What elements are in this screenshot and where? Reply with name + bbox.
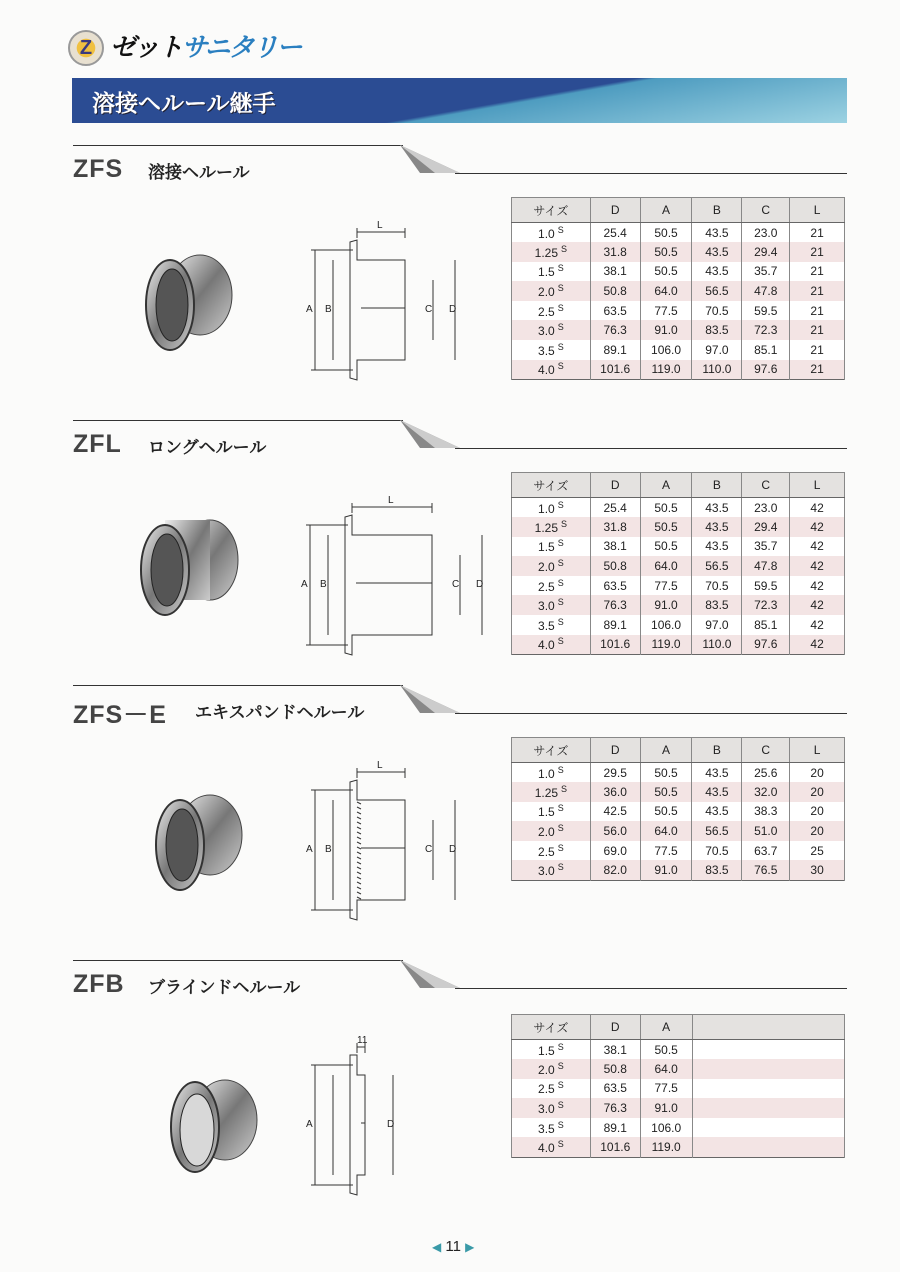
- table-row: [512, 340, 845, 360]
- value-cell: 64.0: [640, 821, 692, 841]
- brand-logo: [68, 28, 368, 70]
- column-header: C: [742, 473, 790, 498]
- value-cell: 70.5: [692, 841, 742, 861]
- table-row: [512, 262, 845, 282]
- value-cell: 63.5: [590, 576, 640, 596]
- dim-label-l: L: [388, 495, 394, 506]
- value-cell: 63.5: [590, 1079, 640, 1099]
- value-cell: 42: [790, 595, 845, 615]
- size-cell: 3.0 $^S$: [512, 595, 591, 615]
- logo-wordmark: ゼットサニタリー: [110, 33, 301, 63]
- value-cell: 83.5: [692, 595, 742, 615]
- value-cell: 91.0: [640, 860, 692, 880]
- value-cell: 50.8: [590, 556, 640, 576]
- size-cell: 3.5 $^S$: [512, 340, 591, 360]
- value-cell: 106.0: [640, 1118, 692, 1138]
- column-header: B: [692, 738, 742, 763]
- value-cell: 69.0: [590, 841, 640, 861]
- column-header: B: [692, 473, 742, 498]
- size-cell: 1.5 $^S$: [512, 537, 591, 557]
- table-row: [512, 537, 845, 557]
- table-row: [512, 301, 845, 321]
- value-cell: 42: [790, 615, 845, 635]
- value-cell: 42: [790, 517, 845, 537]
- section-rule: [73, 960, 403, 961]
- value-cell: 38.3: [742, 802, 790, 822]
- dim-label-d: D: [449, 844, 457, 855]
- value-cell: 106.0: [640, 340, 692, 360]
- value-cell: 35.7: [742, 537, 790, 557]
- value-cell: 20: [790, 763, 845, 783]
- size-cell: 3.0 $^S$: [512, 1098, 591, 1118]
- section-rule: [455, 713, 847, 714]
- dim-label-l: 11: [357, 1035, 368, 1046]
- column-header: サイズ: [512, 473, 591, 498]
- value-cell: 64.0: [640, 1059, 692, 1079]
- size-cell: 1.25 $^S$: [512, 517, 591, 537]
- value-cell: 25.4: [590, 223, 640, 243]
- size-cell: 1.5 $^S$: [512, 802, 591, 822]
- value-cell: 110.0: [692, 360, 742, 380]
- dim-label-b: B: [325, 304, 332, 315]
- section-rule: [455, 173, 847, 174]
- value-cell: 36.0: [590, 782, 640, 802]
- value-cell: 42: [790, 576, 845, 596]
- value-cell: 43.5: [692, 782, 742, 802]
- value-cell: 101.6: [590, 360, 640, 380]
- value-cell: 23.0: [742, 498, 790, 518]
- value-cell: 119.0: [640, 360, 692, 380]
- column-header: C: [742, 738, 790, 763]
- next-arrow-icon: ▶: [465, 1240, 475, 1254]
- size-cell: 1.0 $^S$: [512, 223, 591, 243]
- column-header: A: [640, 1015, 692, 1040]
- column-header: D: [590, 1015, 640, 1040]
- value-cell: 82.0: [590, 860, 640, 880]
- logo-mark: Z: [68, 30, 104, 66]
- size-cell: 1.25 $^S$: [512, 242, 591, 262]
- dim-label-l: L: [377, 220, 383, 231]
- table-row: [512, 242, 845, 262]
- value-cell: 20: [790, 782, 845, 802]
- column-header: D: [590, 198, 640, 223]
- dimension-table: [511, 1014, 845, 1158]
- empty-cell: [692, 1079, 844, 1099]
- value-cell: 59.5: [742, 301, 790, 321]
- value-cell: 43.5: [692, 498, 742, 518]
- table-row: [512, 802, 845, 822]
- value-cell: 77.5: [640, 301, 692, 321]
- table-row: [512, 498, 845, 518]
- table-row: [512, 841, 845, 861]
- size-cell: 2.5 $^S$: [512, 1079, 591, 1099]
- table-row: [512, 821, 845, 841]
- dim-label-d: D: [476, 579, 484, 590]
- dim-label-c: C: [425, 304, 433, 315]
- value-cell: 97.6: [742, 360, 790, 380]
- dimension-table: [511, 737, 845, 881]
- value-cell: 70.5: [692, 301, 742, 321]
- value-cell: 42: [790, 635, 845, 655]
- fitting-photo: [150, 790, 260, 900]
- table-row: [512, 1098, 845, 1118]
- table-header-row: [512, 1015, 845, 1040]
- value-cell: 101.6: [590, 1137, 640, 1157]
- value-cell: 42: [790, 537, 845, 557]
- value-cell: 20: [790, 821, 845, 841]
- value-cell: 56.5: [692, 281, 742, 301]
- value-cell: 77.5: [640, 576, 692, 596]
- column-header: B: [692, 198, 742, 223]
- size-cell: 2.5 $^S$: [512, 841, 591, 861]
- size-cell: 3.5 $^S$: [512, 615, 591, 635]
- size-cell: 1.25 $^S$: [512, 782, 591, 802]
- value-cell: 21: [790, 281, 845, 301]
- size-cell: 2.0 $^S$: [512, 281, 591, 301]
- dimension-drawing: [305, 220, 505, 390]
- table-row: [512, 782, 845, 802]
- value-cell: 50.5: [640, 242, 692, 262]
- product-code: ZFS－E: [73, 701, 167, 729]
- table-row: [512, 360, 845, 380]
- section-rule: [455, 448, 847, 449]
- value-cell: 50.5: [640, 223, 692, 243]
- fitting-photo: [140, 250, 250, 360]
- dim-label-l: L: [377, 760, 383, 771]
- section-rule: [455, 988, 847, 989]
- value-cell: 50.5: [640, 517, 692, 537]
- value-cell: 31.8: [590, 517, 640, 537]
- value-cell: 56.5: [692, 556, 742, 576]
- value-cell: 50.5: [640, 763, 692, 783]
- empty-cell: [692, 1040, 844, 1060]
- value-cell: 43.5: [692, 763, 742, 783]
- value-cell: 72.3: [742, 320, 790, 340]
- value-cell: 25.4: [590, 498, 640, 518]
- value-cell: 83.5: [692, 320, 742, 340]
- column-header: A: [640, 738, 692, 763]
- product-name: エキスパンドヘルール: [195, 703, 365, 723]
- value-cell: 43.5: [692, 262, 742, 282]
- value-cell: 42: [790, 498, 845, 518]
- value-cell: 43.5: [692, 537, 742, 557]
- value-cell: 50.5: [640, 262, 692, 282]
- value-cell: 63.5: [590, 301, 640, 321]
- table-row: [512, 1118, 845, 1138]
- value-cell: 21: [790, 301, 845, 321]
- value-cell: 25.6: [742, 763, 790, 783]
- dimension-drawing: [300, 495, 500, 665]
- table-row: [512, 1137, 845, 1157]
- size-cell: 3.5 $^S$: [512, 1118, 591, 1138]
- section-rule: [73, 420, 403, 421]
- value-cell: 63.7: [742, 841, 790, 861]
- value-cell: 50.5: [640, 498, 692, 518]
- table-row: [512, 1059, 845, 1079]
- value-cell: 29.5: [590, 763, 640, 783]
- table-row: [512, 615, 845, 635]
- table-row: [512, 517, 845, 537]
- size-cell: 4.0 $^S$: [512, 635, 591, 655]
- column-header: サイズ: [512, 738, 591, 763]
- value-cell: 64.0: [640, 281, 692, 301]
- value-cell: 30: [790, 860, 845, 880]
- value-cell: 50.5: [640, 537, 692, 557]
- value-cell: 38.1: [590, 537, 640, 557]
- dim-label-b: B: [325, 844, 332, 855]
- section-wedge-icon: [400, 145, 460, 175]
- value-cell: 91.0: [640, 595, 692, 615]
- value-cell: 43.5: [692, 802, 742, 822]
- page-banner: [72, 78, 847, 123]
- value-cell: 77.5: [640, 1079, 692, 1099]
- table-row: [512, 1079, 845, 1099]
- table-row: [512, 635, 845, 655]
- dim-label-c: C: [452, 579, 460, 590]
- fitting-photo: [135, 515, 245, 625]
- table-row: [512, 595, 845, 615]
- value-cell: 56.5: [692, 821, 742, 841]
- dim-label-d: D: [387, 1119, 395, 1130]
- value-cell: 50.5: [640, 1040, 692, 1060]
- value-cell: 32.0: [742, 782, 790, 802]
- size-cell: 2.0 $^S$: [512, 1059, 591, 1079]
- value-cell: 89.1: [590, 615, 640, 635]
- size-cell: 1.5 $^S$: [512, 262, 591, 282]
- value-cell: 42.5: [590, 802, 640, 822]
- value-cell: 21: [790, 360, 845, 380]
- table-header-row: [512, 198, 845, 223]
- column-header: D: [590, 738, 640, 763]
- value-cell: 21: [790, 262, 845, 282]
- empty-cell: [692, 1137, 844, 1157]
- size-cell: 1.0 $^S$: [512, 763, 591, 783]
- value-cell: 50.8: [590, 1059, 640, 1079]
- value-cell: 29.4: [742, 242, 790, 262]
- page-number: ◀ 11 ▶: [432, 1238, 475, 1255]
- value-cell: 25: [790, 841, 845, 861]
- dim-label-a: A: [306, 1119, 313, 1130]
- value-cell: 21: [790, 223, 845, 243]
- value-cell: 23.0: [742, 223, 790, 243]
- dim-label-a: A: [306, 844, 313, 855]
- empty-cell: [692, 1098, 844, 1118]
- value-cell: 97.6: [742, 635, 790, 655]
- product-code: ZFL: [73, 430, 122, 458]
- dim-label-a: A: [306, 304, 313, 315]
- value-cell: 76.5: [742, 860, 790, 880]
- value-cell: 43.5: [692, 517, 742, 537]
- value-cell: 97.0: [692, 615, 742, 635]
- value-cell: 21: [790, 340, 845, 360]
- size-cell: 2.5 $^S$: [512, 301, 591, 321]
- value-cell: 43.5: [692, 223, 742, 243]
- size-cell: 1.5 $^S$: [512, 1040, 591, 1060]
- size-cell: 2.0 $^S$: [512, 821, 591, 841]
- column-header: A: [640, 198, 692, 223]
- value-cell: 83.5: [692, 860, 742, 880]
- fitting-photo: [165, 1075, 275, 1185]
- value-cell: 29.4: [742, 517, 790, 537]
- table-row: [512, 576, 845, 596]
- value-cell: 51.0: [742, 821, 790, 841]
- column-header: A: [640, 473, 692, 498]
- dimension-drawing: [305, 760, 505, 930]
- page-title: 溶接ヘルール継手: [92, 91, 276, 117]
- value-cell: 47.8: [742, 556, 790, 576]
- value-cell: 42: [790, 556, 845, 576]
- value-cell: 70.5: [692, 576, 742, 596]
- column-header: L: [790, 473, 845, 498]
- value-cell: 91.0: [640, 320, 692, 340]
- column-header: D: [590, 473, 640, 498]
- value-cell: 47.8: [742, 281, 790, 301]
- value-cell: 97.0: [692, 340, 742, 360]
- size-cell: 1.0 $^S$: [512, 498, 591, 518]
- size-cell: 2.5 $^S$: [512, 576, 591, 596]
- value-cell: 20: [790, 802, 845, 822]
- dim-label-c: C: [425, 844, 433, 855]
- table-header-row: [512, 473, 845, 498]
- value-cell: 35.7: [742, 262, 790, 282]
- section-wedge-icon: [400, 685, 460, 715]
- value-cell: 43.5: [692, 242, 742, 262]
- column-header: L: [790, 198, 845, 223]
- product-name: ブラインドヘルール: [148, 978, 301, 998]
- value-cell: 85.1: [742, 340, 790, 360]
- table-header-row: [512, 738, 845, 763]
- value-cell: 85.1: [742, 615, 790, 635]
- column-header: C: [742, 198, 790, 223]
- value-cell: 119.0: [640, 635, 692, 655]
- size-cell: 3.0 $^S$: [512, 320, 591, 340]
- value-cell: 91.0: [640, 1098, 692, 1118]
- product-code: ZFB: [73, 970, 125, 998]
- value-cell: 110.0: [692, 635, 742, 655]
- column-header: サイズ: [512, 198, 591, 223]
- table-row: [512, 281, 845, 301]
- value-cell: 21: [790, 242, 845, 262]
- dim-label-a: A: [301, 579, 308, 590]
- value-cell: 31.8: [590, 242, 640, 262]
- column-header: サイズ: [512, 1015, 591, 1040]
- value-cell: 72.3: [742, 595, 790, 615]
- value-cell: 56.0: [590, 821, 640, 841]
- dim-label-b: B: [320, 579, 327, 590]
- empty-cell: [692, 1059, 844, 1079]
- value-cell: 106.0: [640, 615, 692, 635]
- section-wedge-icon: [400, 420, 460, 450]
- value-cell: 64.0: [640, 556, 692, 576]
- dimension-drawing: [305, 1035, 505, 1205]
- value-cell: 76.3: [590, 1098, 640, 1118]
- table-row: [512, 1040, 845, 1060]
- section-rule: [73, 685, 403, 686]
- value-cell: 38.1: [590, 262, 640, 282]
- table-row: [512, 556, 845, 576]
- value-cell: 59.5: [742, 576, 790, 596]
- value-cell: 38.1: [590, 1040, 640, 1060]
- value-cell: 76.3: [590, 320, 640, 340]
- empty-cell: [692, 1118, 844, 1138]
- dim-label-d: D: [449, 304, 457, 315]
- table-row: [512, 320, 845, 340]
- size-cell: 4.0 $^S$: [512, 360, 591, 380]
- value-cell: 21: [790, 320, 845, 340]
- section-rule: [73, 145, 403, 146]
- dimension-table: [511, 197, 845, 380]
- value-cell: 50.5: [640, 782, 692, 802]
- size-cell: 2.0 $^S$: [512, 556, 591, 576]
- dimension-table: [511, 472, 845, 655]
- table-row: [512, 223, 845, 243]
- value-cell: 119.0: [640, 1137, 692, 1157]
- size-cell: 4.0 $^S$: [512, 1137, 591, 1157]
- empty-header: [692, 1015, 844, 1040]
- size-cell: 3.0 $^S$: [512, 860, 591, 880]
- value-cell: 101.6: [590, 635, 640, 655]
- section-wedge-icon: [400, 960, 460, 990]
- value-cell: 50.8: [590, 281, 640, 301]
- value-cell: 89.1: [590, 1118, 640, 1138]
- product-name: ロングヘルール: [148, 438, 267, 458]
- value-cell: 89.1: [590, 340, 640, 360]
- value-cell: 76.3: [590, 595, 640, 615]
- prev-arrow-icon: ◀: [432, 1240, 442, 1254]
- table-row: [512, 860, 845, 880]
- column-header: L: [790, 738, 845, 763]
- table-row: [512, 763, 845, 783]
- product-code: ZFS: [73, 155, 124, 183]
- product-name: 溶接ヘルール: [148, 163, 250, 183]
- value-cell: 77.5: [640, 841, 692, 861]
- value-cell: 50.5: [640, 802, 692, 822]
